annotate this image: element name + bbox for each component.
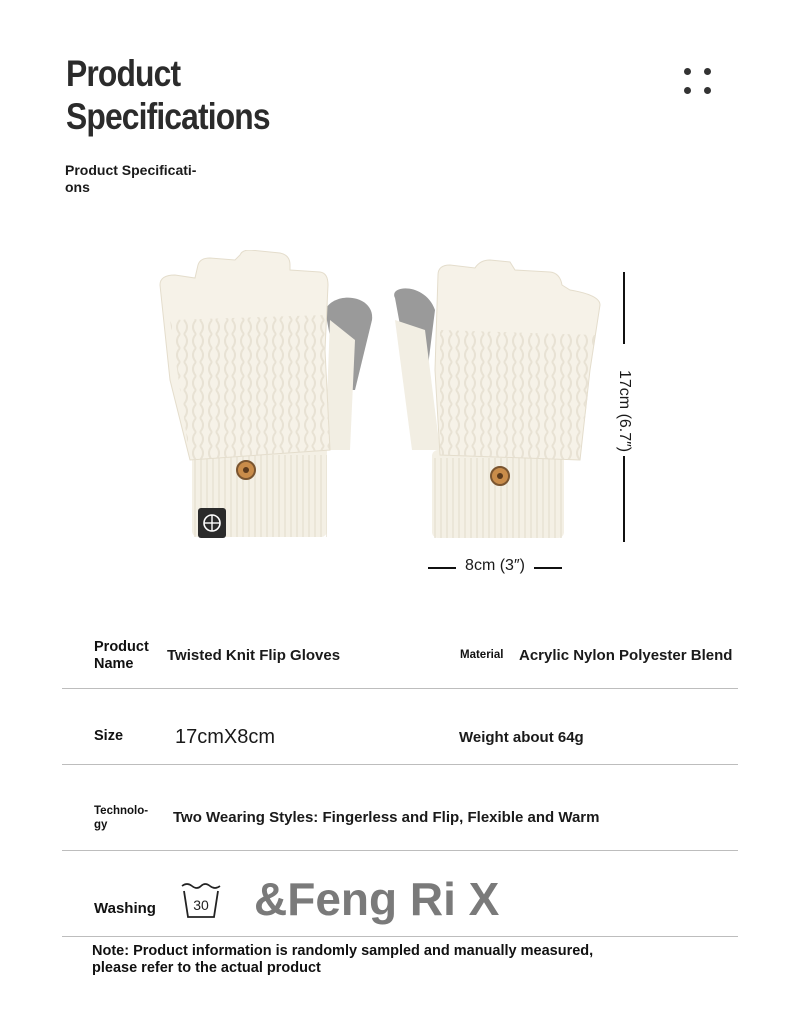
- left-glove: [160, 250, 372, 538]
- material-label: Material: [460, 649, 504, 661]
- height-dimension-line-top: [623, 272, 625, 344]
- height-dimension-label: 17cm (6.7″): [616, 370, 633, 453]
- brand-watermark: &Feng Ri X: [254, 873, 500, 925]
- right-glove: [394, 260, 600, 538]
- row-divider: [62, 688, 738, 689]
- height-dimension-line-bottom: [623, 456, 625, 542]
- technology-label: Technolo- gy: [94, 805, 149, 831]
- technology-value: Two Wearing Styles: Fingerless and Flip, Flexible and Warm: [173, 809, 600, 826]
- material-value: Acrylic Nylon Polyester Blend: [519, 647, 733, 664]
- row-divider: [62, 936, 738, 937]
- title-line-1: Product: [66, 53, 181, 94]
- width-dimension-label: 8cm (3″): [465, 557, 525, 574]
- washing-label: Washing: [94, 900, 156, 917]
- section-subtitle: Product Specificati- ons: [65, 162, 197, 195]
- weight-value: Weight about 64g: [459, 729, 584, 746]
- product-name-label: Product Name: [94, 639, 149, 672]
- menu-dots-icon[interactable]: [684, 68, 712, 96]
- page-title: [66, 52, 270, 138]
- product-name-value: Twisted Knit Flip Gloves: [167, 647, 341, 664]
- width-dimension: [428, 557, 562, 577]
- disclaimer-note: Note: Product information is randomly sampled and manually measured, please refer to the actual product: [92, 943, 594, 976]
- row-divider: [62, 850, 738, 851]
- title-line-2: Specifications: [66, 96, 270, 137]
- size-label: Size: [94, 728, 124, 744]
- size-value: 17cmX8cm: [175, 726, 276, 748]
- wash-30-icon: [180, 882, 222, 920]
- gloves-image: [150, 250, 620, 550]
- wash-temperature: 30: [193, 897, 209, 913]
- row-divider: [62, 764, 738, 765]
